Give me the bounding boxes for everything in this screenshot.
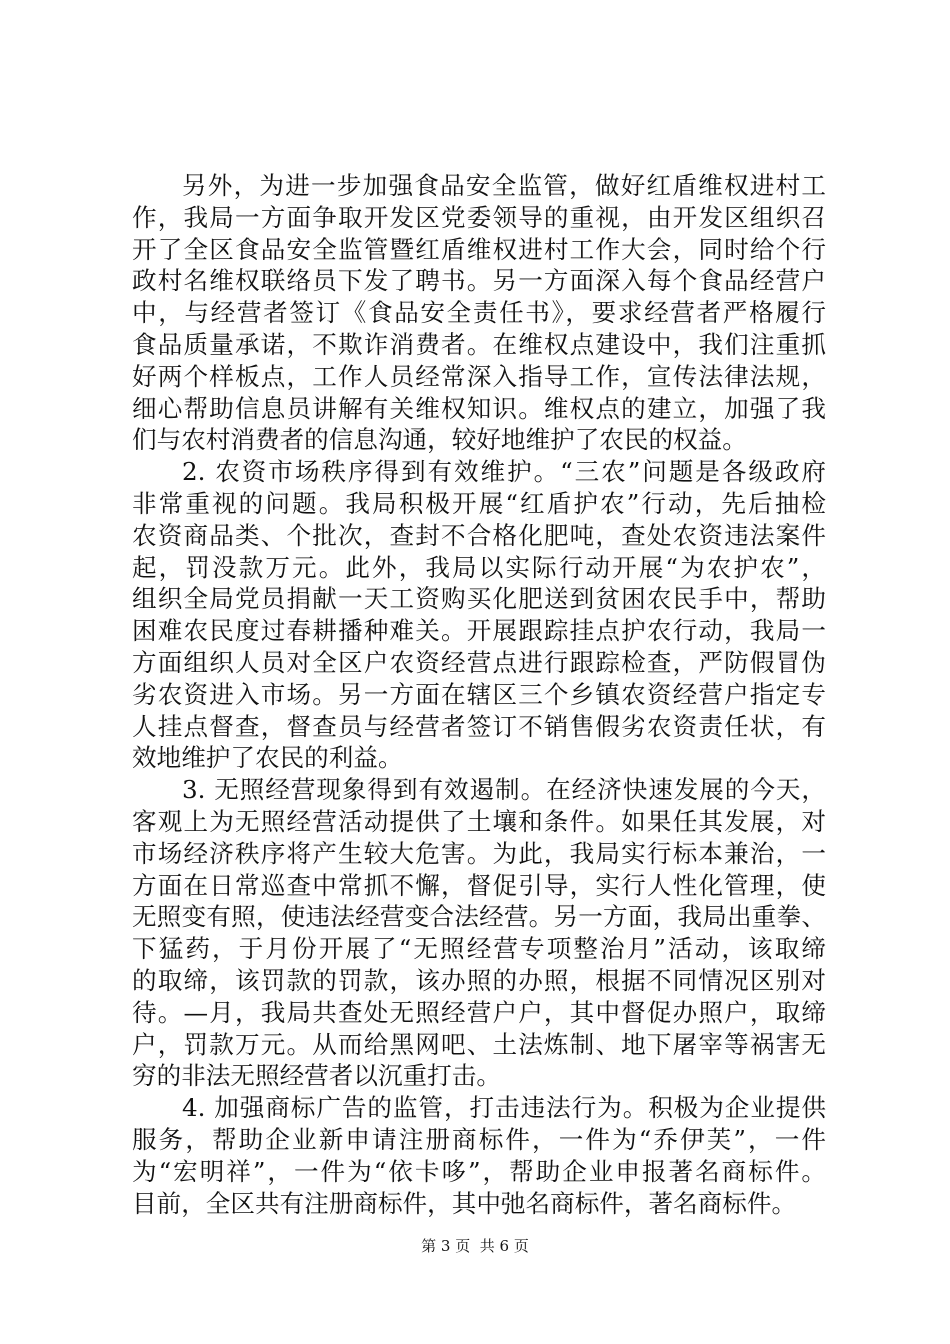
text-line: 作，我局一方面争取开发区党委领导的重视，由开发区组织召	[132, 202, 826, 232]
text-line: 中，与经营者签订《食品安全责任书》，要求经营者严格履行	[132, 298, 826, 328]
text-line: 非常重视的问题。我局积极开展“红盾护农”行动，先后抽检	[132, 488, 826, 518]
text-line: 服务，帮助企业新申请注册商标件，一件为“乔伊芙”，一件	[132, 1124, 826, 1154]
text-line: 待。—月，我局共查处无照经营户户，其中督促办照户，取缔	[132, 997, 826, 1027]
text-line: 政村名维权联络员下发了聘书。另一方面深入每个食品经营户	[132, 266, 826, 296]
page-footer	[0, 1236, 950, 1256]
text-line: 人挂点督查，督查员与经营者签订不销售假劣农资责任状，有	[132, 711, 826, 741]
text-line: 为“宏明祥”，一件为“依卡哆”，帮助企业申报著名商标件。	[132, 1156, 826, 1186]
text-line: 4. 加强商标广告的监管，打击违法行为。积极为企业提供	[182, 1093, 826, 1123]
text-line: 户，罚款万元。从而给黑网吧、土法炼制、地下屠宰等祸害无	[132, 1029, 826, 1059]
text-line: 效地维护了农民的利益。	[132, 743, 403, 773]
text-line: 劣农资进入市场。另一方面在辖区三个乡镇农资经营户指定专	[132, 679, 826, 709]
text-line: 穷的非法无照经营者以沉重打击。	[132, 1061, 501, 1091]
text-line: 开了全区食品安全监管暨红盾维权进村工作大会，同时给个行	[132, 234, 826, 264]
text-line: 2. 农资市场秩序得到有效维护。“三农”问题是各级政府	[182, 457, 826, 487]
document-body	[132, 170, 826, 1219]
text-line: 客观上为无照经营活动提供了土壤和条件。如果任其发展，对	[132, 806, 826, 836]
text-line: 3. 无照经营现象得到有效遏制。在经济快速发展的今天，	[182, 775, 826, 805]
text-line: 们与农村消费者的信息沟通，较好地维护了农民的权益。	[132, 425, 747, 455]
text-line: 组织全局党员捐献一天工资购买化肥送到贫困农民手中，帮助	[132, 584, 826, 614]
text-line: 好两个样板点，工作人员经常深入指导工作，宣传法律法规，	[132, 361, 826, 391]
text-line: 方面在日常巡查中常抓不懈，督促引导，实行人性化管理，使	[132, 870, 826, 900]
text-line: 的取缔，该罚款的罚款，该办照的办照，根据不同情况区别对	[132, 965, 826, 995]
text-line: 起，罚没款万元。此外，我局以实际行动开展“为农护农”，	[132, 552, 826, 582]
text-line: 困难农民度过春耕播种难关。开展跟踪挂点护农行动，我局一	[132, 616, 826, 646]
text-line: 市场经济秩序将产生较大危害。为此，我局实行标本兼治，一	[132, 838, 826, 868]
text-line: 方面组织人员对全区户农资经营点进行跟踪检查，严防假冒伪	[132, 647, 826, 677]
text-line: 下猛药，于月份开展了“无照经营专项整治月”活动，该取缔	[132, 934, 826, 964]
text-line: 目前，全区共有注册商标件，其中弛名商标件，著名商标件。	[132, 1188, 797, 1218]
text-line: 细心帮助信息员讲解有关维权知识。维权点的建立，加强了我	[132, 393, 826, 423]
text-line: 另外，为进一步加强食品安全监管，做好红盾维权进村工	[182, 171, 826, 200]
text-line: 农资商品类、个批次，查封不合格化肥吨，查处农资违法案件	[132, 520, 826, 550]
text-line: 食品质量承诺，不欺诈消费者。在维权点建设中，我们注重抓	[132, 329, 826, 359]
page-number: 第 3 页 共 6 页	[421, 1237, 529, 1255]
text-line: 无照变有照，使违法经营变合法经营。另一方面，我局出重拳、	[132, 902, 826, 932]
